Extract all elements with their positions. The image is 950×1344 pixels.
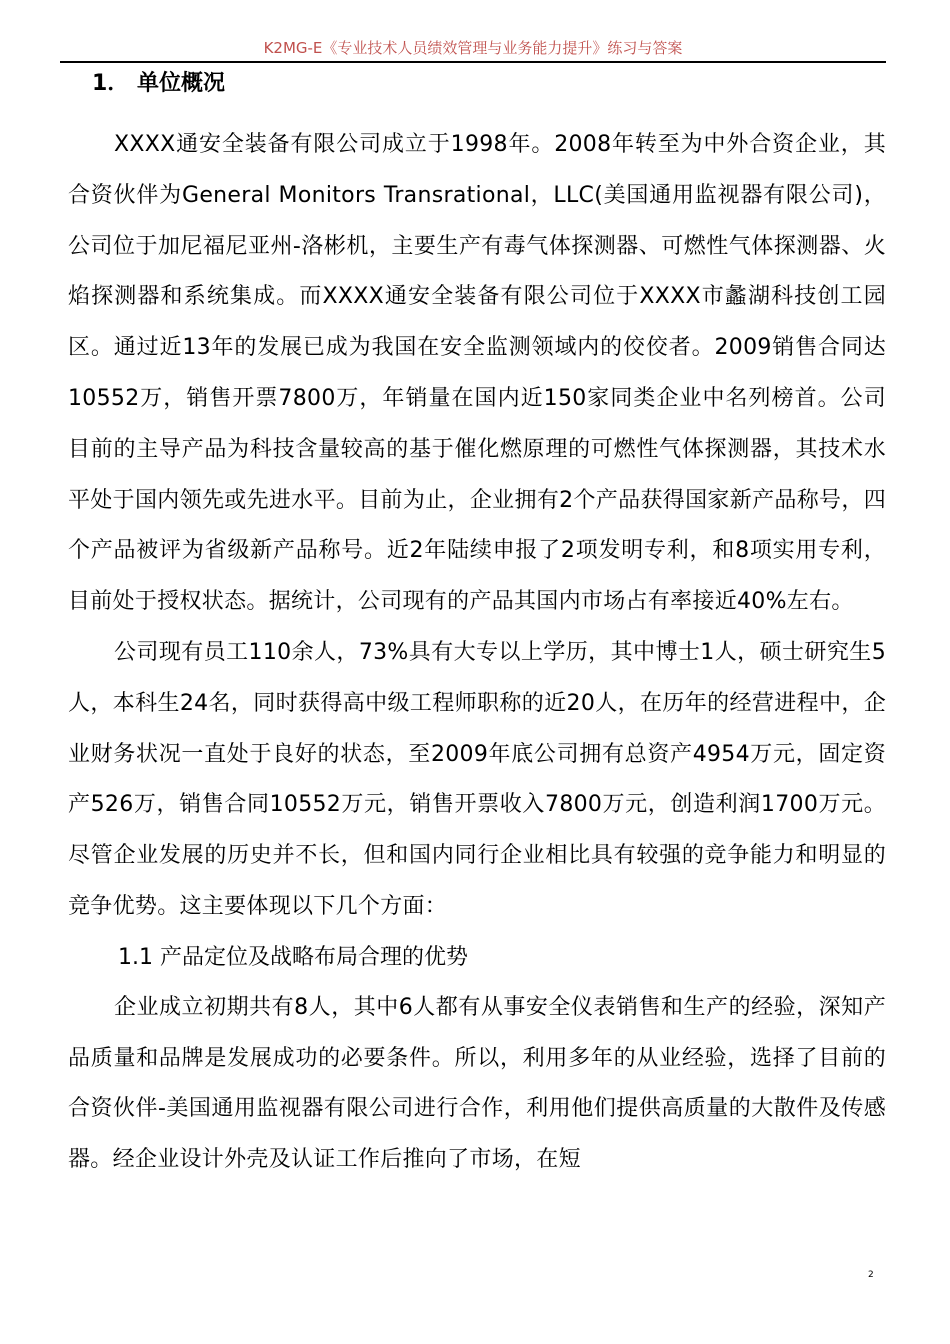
section-heading-unit-overview: 1． 单位概况 xyxy=(92,71,225,96)
document-body xyxy=(68,70,886,1186)
paragraph-staff-finance: 公司现有员工110余人，73%具有大专以上学历，其中博士1人，硕士研究生5人，本科生24名，同时获得高中级工程师职称的近20人，在历年的经营进程中，企业财务状况一直处于良好的状态，至2009年底公司拥有总资产4954万元，固定资产526万，销售合同10552万元，销售开票收入7800万元，创造利润1700万元。尽管企业发展的历史并不长，但和国内同行企业相比具有较强的竞争能力和明显的竞争优势。这主要体现以下几个方面： xyxy=(68,639,886,919)
page-number: 2 xyxy=(868,1270,874,1280)
header-divider xyxy=(60,61,886,63)
paragraph-early-stage: 企业成立初期共有8人，其中6人都有从事安全仪表销售和生产的经验，深知产品质量和品牌是发展成功的必要条件。所以，利用多年的从业经验，选择了目前的合资伙伴-美国通用监视器有限公司进行合作，利用他们提供高质量的大散件及传感器。经企业设计外壳及认证工作后推向了市场，在短 xyxy=(68,994,886,1173)
page-header-title: K2MG-E《专业技术人员绩效管理与业务能力提升》练习与答案 xyxy=(263,39,683,57)
subsection-heading-product-positioning: 1.1 产品定位及战略布局合理的优势 xyxy=(118,944,468,970)
paragraph-company-intro: XXXX通安全装备有限公司成立于1998年。2008年转至为中外合资企业，其合资伙伴为General Monitors Transrational，LLC(美国通用监视器有限公司)，公司位于加尼福尼亚州-洛彬机，主要生产有毒气体探测器、可燃性气体探测器、火焰探测器和系统集成。而XXXX通安全装备有限公司位于XXXX市蠡湖科技创工园区。通过近13年的发展已成为我国在安全监测领域内的佼佼者。2009销售合同达10552万，销售开票7800万，年销量在国内近150家同类企业中名列榜首。公司目前的主导产品为科技含量较高的基于催化燃原理的可燃性气体探测器，其技术水平处于国内领先或先进水平。目前为止，企业拥有2个产品获得国家新产品称号，四个产品被评为省级新产品称号。近2年陆续申报了2项发明专利，和8项实用专利，目前处于授权状态。据统计，公司现有的产品其国内市场占有率接近40%左右。 xyxy=(68,132,886,615)
